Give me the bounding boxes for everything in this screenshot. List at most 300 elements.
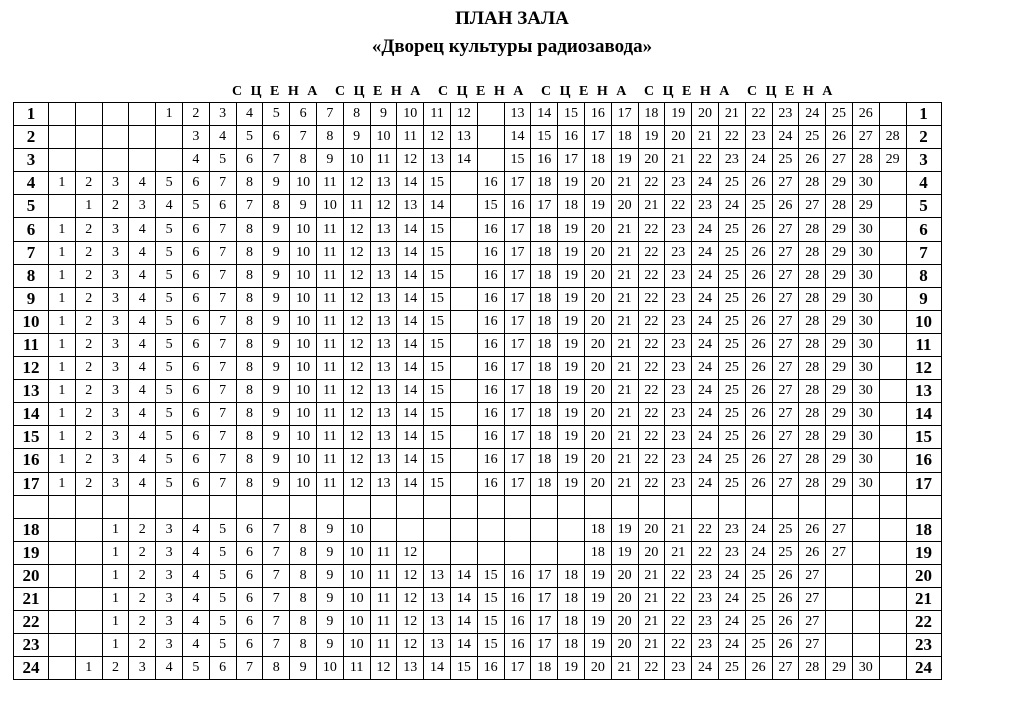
seat-cell: 18 bbox=[558, 634, 585, 657]
seat-cell: 23 bbox=[665, 380, 692, 403]
stage-label: С Ц Е Н А bbox=[438, 84, 526, 99]
seat-cell: 1 bbox=[49, 449, 76, 472]
seat-cell: 13 bbox=[370, 172, 397, 195]
seat-cell bbox=[826, 495, 853, 518]
seat-cell: 9 bbox=[370, 103, 397, 126]
seat-cell: 15 bbox=[424, 380, 451, 403]
seat-cell: 26 bbox=[745, 241, 772, 264]
seat-cell: 8 bbox=[263, 657, 290, 680]
seat-cell bbox=[799, 495, 826, 518]
seat-cell: 27 bbox=[772, 172, 799, 195]
seat-cell: 2 bbox=[75, 287, 102, 310]
seat-cell: 1 bbox=[102, 518, 129, 541]
seat-cell: 7 bbox=[209, 357, 236, 380]
seat-cell: 19 bbox=[611, 149, 638, 172]
seat-cell: 8 bbox=[236, 472, 263, 495]
row-number-right: 10 bbox=[906, 310, 941, 333]
seat-cell: 21 bbox=[638, 587, 665, 610]
seat-cell: 26 bbox=[745, 218, 772, 241]
seat-cell: 12 bbox=[397, 564, 424, 587]
seat-cell: 15 bbox=[504, 149, 531, 172]
seat-cell: 11 bbox=[370, 611, 397, 634]
seat-cell: 5 bbox=[209, 587, 236, 610]
page-subtitle: «Дворец культуры радиозавода» bbox=[371, 36, 653, 57]
seat-cell: 11 bbox=[316, 380, 343, 403]
seat-cell: 23 bbox=[692, 587, 719, 610]
seat-cell: 1 bbox=[49, 472, 76, 495]
seat-cell: 5 bbox=[209, 634, 236, 657]
seat-cell: 21 bbox=[638, 195, 665, 218]
seat-row bbox=[14, 426, 942, 449]
seat-cell: 23 bbox=[665, 472, 692, 495]
seat-cell bbox=[102, 103, 129, 126]
seat-cell bbox=[450, 241, 477, 264]
seat-cell: 5 bbox=[156, 472, 183, 495]
seat-cell: 27 bbox=[799, 564, 826, 587]
seat-cell: 19 bbox=[558, 241, 585, 264]
seat-cell: 11 bbox=[316, 287, 343, 310]
seat-cell: 24 bbox=[692, 380, 719, 403]
seat-cell bbox=[531, 541, 558, 564]
seat-cell: 14 bbox=[397, 333, 424, 356]
seat-cell: 18 bbox=[531, 472, 558, 495]
seat-cell: 22 bbox=[692, 149, 719, 172]
seat-cell: 21 bbox=[611, 310, 638, 333]
seat-cell: 22 bbox=[638, 264, 665, 287]
seat-cell: 21 bbox=[611, 172, 638, 195]
row-number-right: 6 bbox=[906, 218, 941, 241]
seat-cell: 14 bbox=[397, 287, 424, 310]
seat-cell bbox=[879, 657, 906, 680]
seat-cell bbox=[450, 172, 477, 195]
seat-row bbox=[14, 611, 942, 634]
seat-cell: 30 bbox=[852, 264, 879, 287]
seat-cell: 17 bbox=[504, 426, 531, 449]
seat-cell: 15 bbox=[531, 126, 558, 149]
seat-cell: 28 bbox=[799, 449, 826, 472]
row-number-right: 17 bbox=[906, 472, 941, 495]
seat-cell: 6 bbox=[182, 172, 209, 195]
seat-cell: 9 bbox=[263, 172, 290, 195]
seat-cell: 25 bbox=[772, 149, 799, 172]
seat-cell: 24 bbox=[692, 657, 719, 680]
seat-cell: 16 bbox=[504, 587, 531, 610]
seat-cell: 7 bbox=[236, 195, 263, 218]
seat-cell bbox=[450, 449, 477, 472]
seat-cell: 13 bbox=[370, 472, 397, 495]
seat-cell: 1 bbox=[102, 541, 129, 564]
seat-cell: 5 bbox=[156, 241, 183, 264]
row-number-left: 13 bbox=[14, 380, 49, 403]
seat-cell: 9 bbox=[316, 518, 343, 541]
seat-cell: 13 bbox=[397, 195, 424, 218]
seat-cell: 10 bbox=[343, 541, 370, 564]
seat-cell: 18 bbox=[531, 172, 558, 195]
seat-cell: 24 bbox=[718, 611, 745, 634]
seat-cell: 20 bbox=[611, 611, 638, 634]
seat-cell: 5 bbox=[209, 518, 236, 541]
seat-cell: 21 bbox=[611, 657, 638, 680]
seat-cell bbox=[477, 103, 504, 126]
row-number-left: 5 bbox=[14, 195, 49, 218]
row-number-right: 7 bbox=[906, 241, 941, 264]
seat-cell: 25 bbox=[718, 426, 745, 449]
row-number-left: 14 bbox=[14, 403, 49, 426]
seat-cell: 30 bbox=[852, 172, 879, 195]
seat-cell: 10 bbox=[370, 126, 397, 149]
seat-cell: 4 bbox=[129, 403, 156, 426]
seat-cell: 29 bbox=[852, 195, 879, 218]
seat-cell: 13 bbox=[450, 126, 477, 149]
seat-cell: 10 bbox=[343, 611, 370, 634]
seat-cell: 26 bbox=[799, 541, 826, 564]
seat-cell: 9 bbox=[290, 657, 317, 680]
seat-cell: 6 bbox=[182, 241, 209, 264]
seat-cell: 28 bbox=[799, 287, 826, 310]
seat-cell: 24 bbox=[718, 587, 745, 610]
seat-cell: 2 bbox=[75, 472, 102, 495]
seat-cell bbox=[343, 495, 370, 518]
seat-cell bbox=[879, 103, 906, 126]
seat-cell: 4 bbox=[129, 218, 156, 241]
seat-cell bbox=[75, 103, 102, 126]
seat-cell: 17 bbox=[504, 449, 531, 472]
seat-cell bbox=[826, 611, 853, 634]
seat-cell: 22 bbox=[638, 218, 665, 241]
seat-row bbox=[14, 518, 942, 541]
seat-cell: 20 bbox=[611, 587, 638, 610]
seat-cell: 4 bbox=[182, 634, 209, 657]
seat-cell: 25 bbox=[799, 126, 826, 149]
seat-cell: 19 bbox=[638, 126, 665, 149]
seat-cell: 4 bbox=[129, 333, 156, 356]
seat-cell: 7 bbox=[209, 310, 236, 333]
seat-cell: 9 bbox=[263, 218, 290, 241]
seat-cell: 11 bbox=[316, 172, 343, 195]
seat-cell: 2 bbox=[75, 218, 102, 241]
seat-cell: 30 bbox=[852, 426, 879, 449]
seat-row bbox=[14, 541, 942, 564]
seat-cell bbox=[129, 149, 156, 172]
seat-cell: 27 bbox=[826, 149, 853, 172]
seat-cell: 4 bbox=[236, 103, 263, 126]
seat-cell: 22 bbox=[665, 195, 692, 218]
seat-cell: 12 bbox=[370, 195, 397, 218]
stage-label: С Ц Е Н А bbox=[644, 84, 732, 99]
seat-cell: 21 bbox=[665, 518, 692, 541]
seat-cell: 22 bbox=[665, 587, 692, 610]
row-number-right: 18 bbox=[906, 518, 941, 541]
seat-cell: 26 bbox=[772, 587, 799, 610]
seat-cell bbox=[852, 518, 879, 541]
seat-cell: 19 bbox=[558, 403, 585, 426]
seat-cell: 7 bbox=[209, 287, 236, 310]
seat-cell: 3 bbox=[102, 472, 129, 495]
seat-cell: 1 bbox=[49, 403, 76, 426]
seat-cell: 24 bbox=[799, 103, 826, 126]
seat-cell bbox=[49, 149, 76, 172]
row-number-right: 3 bbox=[906, 149, 941, 172]
seat-cell: 2 bbox=[129, 541, 156, 564]
seat-cell: 18 bbox=[558, 564, 585, 587]
seat-cell: 4 bbox=[129, 357, 156, 380]
seat-cell: 7 bbox=[209, 172, 236, 195]
seat-row bbox=[14, 449, 942, 472]
seat-cell bbox=[879, 172, 906, 195]
seat-cell: 29 bbox=[826, 380, 853, 403]
seat-cell: 14 bbox=[397, 403, 424, 426]
seat-cell: 19 bbox=[558, 657, 585, 680]
seat-cell: 23 bbox=[665, 357, 692, 380]
seat-cell: 15 bbox=[477, 587, 504, 610]
seat-cell: 21 bbox=[611, 357, 638, 380]
seat-cell: 19 bbox=[558, 172, 585, 195]
seat-row bbox=[14, 149, 942, 172]
seat-cell: 2 bbox=[75, 449, 102, 472]
seat-cell: 12 bbox=[343, 380, 370, 403]
seat-cell bbox=[49, 195, 76, 218]
seat-row bbox=[14, 195, 942, 218]
seat-cell: 23 bbox=[665, 218, 692, 241]
seat-cell: 25 bbox=[718, 310, 745, 333]
seat-cell: 15 bbox=[477, 564, 504, 587]
seat-cell: 25 bbox=[718, 264, 745, 287]
stage-label: С Ц Е Н А bbox=[335, 84, 423, 99]
row-number-right: 23 bbox=[906, 634, 941, 657]
seat-cell: 11 bbox=[370, 149, 397, 172]
row-number-right bbox=[906, 495, 941, 518]
seat-cell bbox=[852, 611, 879, 634]
seat-cell: 4 bbox=[129, 287, 156, 310]
seat-cell bbox=[558, 541, 585, 564]
seat-cell: 20 bbox=[584, 333, 611, 356]
seat-cell: 28 bbox=[799, 472, 826, 495]
seat-cell: 8 bbox=[236, 310, 263, 333]
seat-cell: 27 bbox=[772, 472, 799, 495]
seat-cell: 27 bbox=[772, 218, 799, 241]
seat-cell bbox=[424, 518, 451, 541]
seat-cell: 8 bbox=[290, 541, 317, 564]
seat-cell: 28 bbox=[799, 426, 826, 449]
seat-cell bbox=[450, 195, 477, 218]
row-number-right: 24 bbox=[906, 657, 941, 680]
seat-cell bbox=[879, 218, 906, 241]
seat-cell: 21 bbox=[611, 449, 638, 472]
seat-cell bbox=[879, 518, 906, 541]
seat-cell: 15 bbox=[424, 426, 451, 449]
seat-cell: 7 bbox=[209, 449, 236, 472]
seat-cell: 23 bbox=[692, 564, 719, 587]
seat-cell: 2 bbox=[75, 380, 102, 403]
seat-cell: 27 bbox=[772, 403, 799, 426]
seat-cell: 11 bbox=[316, 310, 343, 333]
seat-cell bbox=[450, 472, 477, 495]
seat-cell: 17 bbox=[504, 657, 531, 680]
seat-cell: 27 bbox=[772, 426, 799, 449]
seat-cell: 10 bbox=[343, 587, 370, 610]
seat-cell: 9 bbox=[263, 310, 290, 333]
seat-cell bbox=[450, 333, 477, 356]
seat-cell: 26 bbox=[852, 103, 879, 126]
seat-cell: 18 bbox=[558, 587, 585, 610]
seat-cell: 21 bbox=[665, 541, 692, 564]
seat-cell: 19 bbox=[584, 587, 611, 610]
seat-cell: 19 bbox=[558, 357, 585, 380]
seat-cell: 17 bbox=[531, 195, 558, 218]
seat-cell: 26 bbox=[799, 149, 826, 172]
seat-row bbox=[14, 333, 942, 356]
seat-cell: 5 bbox=[209, 611, 236, 634]
seat-cell: 15 bbox=[558, 103, 585, 126]
seat-cell: 25 bbox=[718, 218, 745, 241]
seat-cell: 3 bbox=[156, 634, 183, 657]
seat-cell: 27 bbox=[772, 657, 799, 680]
seat-cell: 29 bbox=[826, 333, 853, 356]
row-number-right: 22 bbox=[906, 611, 941, 634]
seat-cell: 25 bbox=[718, 449, 745, 472]
seat-cell: 2 bbox=[75, 264, 102, 287]
seat-cell: 14 bbox=[397, 472, 424, 495]
seat-cell bbox=[879, 357, 906, 380]
seat-cell: 15 bbox=[424, 449, 451, 472]
seat-cell: 28 bbox=[799, 403, 826, 426]
seat-cell: 3 bbox=[102, 403, 129, 426]
seat-cell: 4 bbox=[182, 564, 209, 587]
seat-cell: 21 bbox=[611, 380, 638, 403]
seat-cell: 25 bbox=[718, 241, 745, 264]
seat-cell: 11 bbox=[316, 333, 343, 356]
seat-cell: 8 bbox=[236, 287, 263, 310]
seat-cell: 22 bbox=[638, 403, 665, 426]
seat-row bbox=[14, 264, 942, 287]
seat-cell: 10 bbox=[343, 149, 370, 172]
seat-cell: 14 bbox=[397, 310, 424, 333]
seat-cell: 5 bbox=[156, 218, 183, 241]
seat-cell: 3 bbox=[102, 218, 129, 241]
row-number-left: 8 bbox=[14, 264, 49, 287]
seat-cell: 25 bbox=[718, 287, 745, 310]
seat-cell: 1 bbox=[49, 218, 76, 241]
seat-cell: 6 bbox=[182, 449, 209, 472]
seat-cell: 16 bbox=[584, 103, 611, 126]
seat-cell: 12 bbox=[343, 357, 370, 380]
seat-cell: 16 bbox=[531, 149, 558, 172]
seat-cell: 30 bbox=[852, 472, 879, 495]
seat-cell: 21 bbox=[611, 264, 638, 287]
seat-cell: 15 bbox=[424, 403, 451, 426]
seat-cell: 7 bbox=[263, 541, 290, 564]
seat-cell: 15 bbox=[477, 611, 504, 634]
row-number-left: 24 bbox=[14, 657, 49, 680]
seat-cell: 13 bbox=[424, 611, 451, 634]
seat-cell bbox=[772, 495, 799, 518]
seat-cell bbox=[370, 518, 397, 541]
seat-cell: 13 bbox=[424, 564, 451, 587]
seat-cell: 28 bbox=[799, 241, 826, 264]
seat-cell: 20 bbox=[584, 380, 611, 403]
seat-cell: 20 bbox=[584, 403, 611, 426]
seat-cell: 17 bbox=[531, 611, 558, 634]
row-number-left: 21 bbox=[14, 587, 49, 610]
seat-cell bbox=[879, 333, 906, 356]
seat-cell: 25 bbox=[718, 403, 745, 426]
seat-cell bbox=[879, 264, 906, 287]
seat-cell: 25 bbox=[718, 472, 745, 495]
seat-cell: 15 bbox=[424, 333, 451, 356]
row-number-right: 12 bbox=[906, 357, 941, 380]
seat-cell: 7 bbox=[209, 333, 236, 356]
seat-cell: 7 bbox=[236, 657, 263, 680]
seat-cell: 3 bbox=[129, 657, 156, 680]
seat-cell: 15 bbox=[424, 357, 451, 380]
seat-cell: 26 bbox=[772, 564, 799, 587]
seat-cell: 3 bbox=[209, 103, 236, 126]
seat-cell: 5 bbox=[209, 149, 236, 172]
seat-cell: 1 bbox=[49, 287, 76, 310]
seat-cell: 23 bbox=[745, 126, 772, 149]
seat-cell: 23 bbox=[665, 241, 692, 264]
seat-cell: 8 bbox=[290, 611, 317, 634]
seat-cell: 18 bbox=[531, 357, 558, 380]
row-number-right: 5 bbox=[906, 195, 941, 218]
seat-cell: 28 bbox=[799, 380, 826, 403]
seat-cell: 24 bbox=[692, 357, 719, 380]
seat-cell: 13 bbox=[370, 403, 397, 426]
seat-cell: 4 bbox=[129, 449, 156, 472]
seat-cell: 24 bbox=[718, 634, 745, 657]
seat-cell: 10 bbox=[343, 518, 370, 541]
seat-cell: 8 bbox=[290, 564, 317, 587]
seat-cell: 20 bbox=[638, 149, 665, 172]
seat-cell: 9 bbox=[316, 634, 343, 657]
seat-cell: 26 bbox=[772, 611, 799, 634]
seat-cell bbox=[397, 518, 424, 541]
seat-cell: 5 bbox=[156, 172, 183, 195]
seat-cell: 25 bbox=[718, 357, 745, 380]
seat-cell: 13 bbox=[424, 587, 451, 610]
seat-cell bbox=[879, 287, 906, 310]
seat-cell: 20 bbox=[692, 103, 719, 126]
seat-cell: 21 bbox=[638, 564, 665, 587]
seat-row bbox=[14, 564, 942, 587]
seat-cell bbox=[504, 541, 531, 564]
seat-cell: 20 bbox=[638, 518, 665, 541]
seat-cell: 27 bbox=[772, 241, 799, 264]
seat-cell: 30 bbox=[852, 403, 879, 426]
row-number-right: 8 bbox=[906, 264, 941, 287]
seat-cell bbox=[879, 541, 906, 564]
seat-cell: 16 bbox=[477, 472, 504, 495]
seat-cell: 6 bbox=[182, 264, 209, 287]
seat-cell bbox=[718, 495, 745, 518]
seat-cell bbox=[477, 149, 504, 172]
seat-cell: 13 bbox=[370, 241, 397, 264]
seat-cell bbox=[75, 587, 102, 610]
seat-cell: 13 bbox=[424, 634, 451, 657]
seat-cell: 7 bbox=[209, 218, 236, 241]
seat-cell: 21 bbox=[611, 287, 638, 310]
seat-cell bbox=[879, 449, 906, 472]
seat-cell: 20 bbox=[611, 564, 638, 587]
seat-cell: 6 bbox=[290, 103, 317, 126]
seat-cell: 1 bbox=[102, 634, 129, 657]
seat-cell: 14 bbox=[450, 611, 477, 634]
seat-cell: 5 bbox=[156, 403, 183, 426]
seat-cell bbox=[558, 518, 585, 541]
seat-cell: 18 bbox=[638, 103, 665, 126]
seat-cell: 2 bbox=[129, 611, 156, 634]
seat-cell: 23 bbox=[665, 264, 692, 287]
